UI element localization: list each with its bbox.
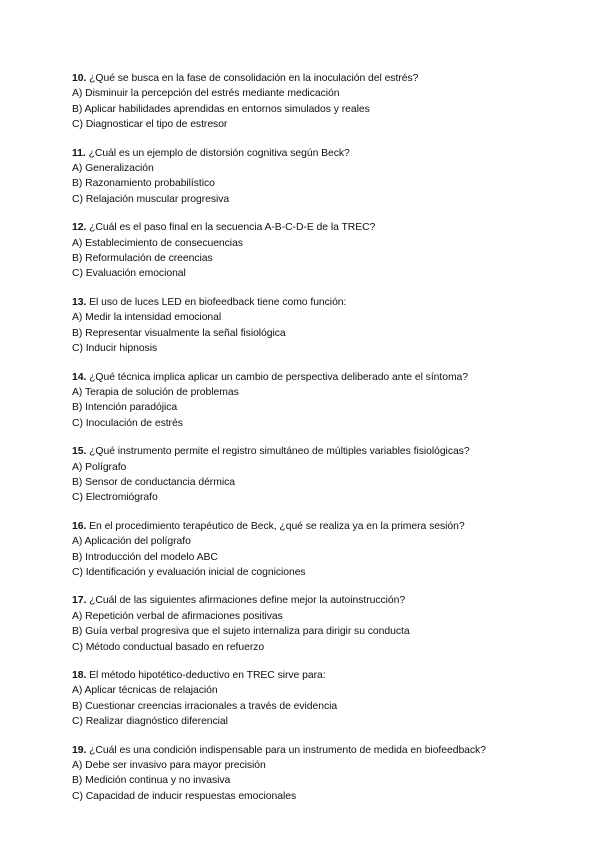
question-number: 17. xyxy=(72,595,87,607)
question-number: 16. xyxy=(72,520,87,532)
question-number: 13. xyxy=(72,296,87,308)
question-text: En el procedimiento terapéutico de Beck, ¿qué se realiza ya en la primera sesión? xyxy=(86,520,465,532)
question-text: ¿Cuál es el paso final en la secuencia A-B-C-D-E de la TREC? xyxy=(86,222,376,234)
question-stem xyxy=(72,668,572,683)
option-c: C) Método conductual basado en refuerzo xyxy=(72,641,265,653)
question-text: ¿Qué se busca en la fase de consolidación en la inoculación del estrés? xyxy=(86,73,419,84)
option-c: C) Capacidad de inducir respuestas emocionales xyxy=(72,790,297,802)
question-number: 10. xyxy=(72,73,87,84)
option-c: C) Inoculación de estrés xyxy=(72,417,183,429)
option-b: B) Cuestionar creencias irracionales a través de evidencia xyxy=(72,700,338,712)
question-11 xyxy=(72,146,572,208)
option-b: B) Reformulación de creencias xyxy=(72,253,213,265)
question-stem xyxy=(72,743,572,758)
question-text: El método hipotético-deductivo en TREC sirve para: xyxy=(86,670,326,681)
question-text: El uso de luces LED en biofeedback tiene como función: xyxy=(86,296,347,308)
option-b: B) Sensor de conductancia dérmica xyxy=(72,476,235,488)
option-a: A) Disminuir la percepción del estrés mediante medicación xyxy=(72,88,340,100)
question-text: ¿Cuál es una condición indispensable para un instrumento de medida en biofeedback? xyxy=(86,744,486,756)
question-13 xyxy=(72,295,572,357)
option-a: A) Aplicar técnicas de relajación xyxy=(72,685,218,697)
question-14 xyxy=(72,370,572,432)
option-c: C) Evaluación emocional xyxy=(72,268,186,280)
option-b: B) Aplicar habilidades aprendidas en entornos simulados y reales xyxy=(72,103,370,115)
option-a: A) Repetición verbal de afirmaciones positivas xyxy=(72,610,283,622)
question-stem xyxy=(72,519,572,534)
option-b: B) Introducción del modelo ABC xyxy=(72,551,218,563)
question-stem xyxy=(72,444,572,459)
option-a: A) Terapia de solución de problemas xyxy=(72,386,239,398)
option-b: B) Guía verbal progresiva que el sujeto internaliza para dirigir su conducta xyxy=(72,626,410,638)
option-c: C) Diagnosticar el tipo de estresor xyxy=(72,119,228,131)
question-19 xyxy=(72,743,572,805)
question-number: 12. xyxy=(72,222,87,234)
question-stem xyxy=(72,370,572,385)
option-a: A) Polígrafo xyxy=(72,461,127,473)
question-stem xyxy=(72,220,572,235)
option-b: B) Intención paradójica xyxy=(72,402,178,414)
question-16 xyxy=(72,519,572,581)
question-stem xyxy=(72,146,572,161)
option-a: A) Establecimiento de consecuencias xyxy=(72,237,243,249)
question-17 xyxy=(72,593,572,655)
option-b: B) Representar visualmente la señal fisiológica xyxy=(72,327,286,339)
question-text: ¿Qué técnica implica aplicar un cambio de perspectiva deliberado ante el síntoma? xyxy=(86,371,469,383)
question-number: 19. xyxy=(72,744,87,756)
question-number: 14. xyxy=(72,371,87,383)
document-page xyxy=(72,71,572,817)
question-18 xyxy=(72,668,572,730)
question-stem xyxy=(72,71,572,86)
question-number: 18. xyxy=(72,670,87,681)
question-text: ¿Cuál de las siguientes afirmaciones define mejor la autoinstrucción? xyxy=(86,595,406,607)
question-number: 11. xyxy=(72,147,86,159)
question-text: ¿Cuál es un ejemplo de distorsión cognitiva según Beck? xyxy=(85,147,350,159)
option-a: A) Generalización xyxy=(72,163,154,175)
question-stem xyxy=(72,593,572,608)
question-10 xyxy=(72,71,572,133)
option-c: C) Realizar diagnóstico diferencial xyxy=(72,716,228,728)
option-c: C) Relajación muscular progresiva xyxy=(72,193,230,205)
option-b: B) Medición continua y no invasiva xyxy=(72,775,231,787)
option-c: C) Identificación y evaluación inicial de cogniciones xyxy=(72,566,306,578)
question-stem xyxy=(72,295,572,310)
option-c: C) Inducir hipnosis xyxy=(72,343,158,355)
option-a: A) Medir la intensidad emocional xyxy=(72,312,222,324)
option-b: B) Razonamiento probabilístico xyxy=(72,178,215,190)
question-15 xyxy=(72,444,572,506)
option-a: A) Debe ser invasivo para mayor precisión xyxy=(72,760,266,772)
question-text: ¿Qué instrumento permite el registro simultáneo de múltiples variables fisiológicas? xyxy=(86,446,470,458)
option-a: A) Aplicación del polígrafo xyxy=(72,536,191,548)
question-12 xyxy=(72,220,572,282)
option-c: C) Electromiógrafo xyxy=(72,492,158,504)
question-number: 15. xyxy=(72,446,87,458)
